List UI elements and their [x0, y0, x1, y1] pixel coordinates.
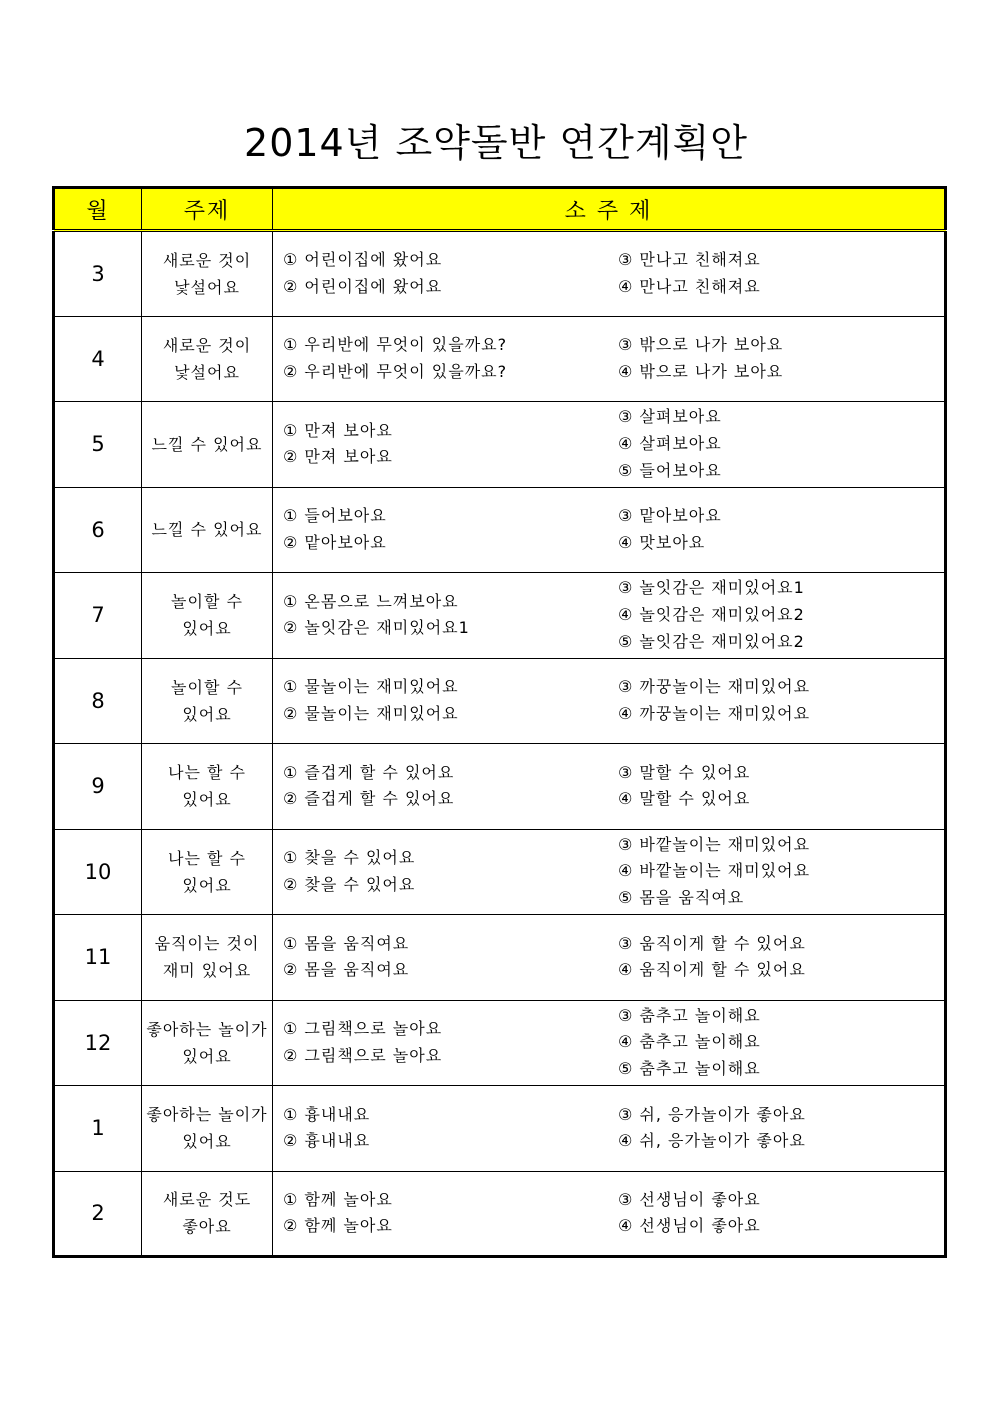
- subtheme-column-right: [618, 404, 722, 484]
- theme-line: 좋아하는 놀이가: [146, 1019, 268, 1039]
- subtheme-item: ④ 말할 수 있어요: [618, 789, 751, 809]
- subtheme-column-right: [618, 832, 810, 912]
- month-cell: 5: [54, 402, 142, 488]
- subtheme-column-right: [618, 1102, 806, 1155]
- theme-line: 있어요: [182, 790, 232, 810]
- month-cell: 6: [54, 487, 142, 573]
- subtheme-column-left: [273, 1016, 618, 1069]
- subtheme-item: ③ 움직이게 할 수 있어요: [618, 933, 806, 953]
- theme-line: 좋아하는 놀이가: [146, 1105, 268, 1125]
- subtheme-column-left: [273, 760, 618, 813]
- table-row: [54, 487, 946, 573]
- table-row: [54, 658, 946, 744]
- month-cell: 9: [54, 744, 142, 830]
- subtheme-item: ④ 쉬, 응가놀이가 좋아요: [618, 1131, 806, 1151]
- month-cell: 1: [54, 1086, 142, 1172]
- subtheme-column-left: [273, 931, 618, 984]
- theme-line: 느낄 수 있어요: [151, 520, 263, 540]
- subtheme-item: ① 몸을 움직여요: [283, 933, 410, 953]
- subtheme-item: ② 놀잇감은 재미있어요1: [283, 618, 470, 638]
- theme-line: 있어요: [182, 1132, 232, 1152]
- theme-cell: [142, 658, 273, 744]
- subtheme-item: ④ 살펴보아요: [618, 433, 722, 453]
- theme-cell: [142, 573, 273, 659]
- theme-line: 좋아요: [182, 1217, 232, 1237]
- table-row: [54, 915, 946, 1001]
- month-cell: 7: [54, 573, 142, 659]
- subtheme-column-right: [618, 332, 783, 385]
- subtheme-item: ① 즐겁게 할 수 있어요: [283, 762, 455, 782]
- subtheme-column-left: [273, 1187, 618, 1240]
- month-cell: 10: [54, 829, 142, 915]
- theme-line: 낯설어요: [174, 362, 240, 382]
- subtheme-cell: [273, 231, 946, 317]
- subtheme-cell: [273, 402, 946, 488]
- subtheme-cell: [273, 915, 946, 1001]
- subtheme-item: ① 어린이집에 왔어요: [283, 250, 443, 270]
- subtheme-column-right: [618, 674, 810, 727]
- subtheme-item: ② 함께 놀아요: [283, 1216, 393, 1236]
- theme-cell: [142, 1171, 273, 1257]
- subtheme-item: ③ 살펴보아요: [618, 407, 722, 427]
- table-row: [54, 573, 946, 659]
- subtheme-item: ③ 선생님이 좋아요: [618, 1189, 761, 1209]
- subtheme-item: ② 그림책으로 놀아요: [283, 1045, 443, 1065]
- subtheme-column-right: [618, 1187, 761, 1240]
- theme-line: 새로운 것이: [162, 250, 252, 270]
- subtheme-item: ④ 춤추고 놀이해요: [618, 1032, 761, 1052]
- theme-cell: [142, 1086, 273, 1172]
- subtheme-item: ② 물놀이는 재미있어요: [283, 703, 459, 723]
- subtheme-item: ① 찾을 수 있어요: [283, 848, 416, 868]
- month-cell: 12: [54, 1000, 142, 1086]
- subtheme-item: ① 우리반에 무엇이 있을까요?: [283, 335, 508, 355]
- theme-line: 놀이할 수: [171, 592, 243, 612]
- subtheme-cell: [273, 829, 946, 915]
- theme-line: 느낄 수 있어요: [151, 434, 263, 454]
- subtheme-item: ⑤ 몸을 움직여요: [618, 888, 745, 908]
- annual-plan-table: [52, 186, 947, 1258]
- month-cell: 3: [54, 231, 142, 317]
- table-row: [54, 316, 946, 402]
- theme-cell: [142, 487, 273, 573]
- subtheme-item: ② 맡아보아요: [283, 532, 387, 552]
- theme-line: 있어요: [182, 704, 232, 724]
- subtheme-item: ① 들어보아요: [283, 506, 387, 526]
- subtheme-cell: [273, 658, 946, 744]
- table-row: [54, 402, 946, 488]
- table-row: [54, 829, 946, 915]
- month-cell: 8: [54, 658, 142, 744]
- subtheme-item: ④ 선생님이 좋아요: [618, 1216, 761, 1236]
- theme-cell: [142, 402, 273, 488]
- table-row: [54, 744, 946, 830]
- subtheme-item: ③ 놀잇감은 재미있어요1: [618, 578, 805, 598]
- theme-line: 새로운 것도: [162, 1190, 252, 1210]
- subtheme-item: ③ 말할 수 있어요: [618, 762, 751, 782]
- subtheme-cell: [273, 487, 946, 573]
- subtheme-item: ③ 쉬, 응가놀이가 좋아요: [618, 1104, 806, 1124]
- subtheme-item: ⑤ 들어보아요: [618, 460, 722, 480]
- theme-cell: [142, 829, 273, 915]
- page-title: 2014년 조약돌반 연간계획안: [244, 121, 748, 165]
- subtheme-column-left: [273, 589, 618, 642]
- subtheme-item: ④ 까꿍놀이는 재미있어요: [618, 703, 811, 723]
- theme-line: 있어요: [182, 619, 232, 639]
- theme-line: 움직이는 것이: [154, 934, 260, 954]
- subtheme-item: ③ 춤추고 놀이해요: [618, 1005, 761, 1025]
- header-row: [54, 188, 946, 231]
- subtheme-item: ③ 만나고 친해져요: [618, 250, 761, 270]
- subtheme-cell: [273, 316, 946, 402]
- subtheme-column-right: [618, 1003, 761, 1083]
- theme-line: 낯설어요: [174, 277, 240, 297]
- subtheme-item: ④ 움직이게 할 수 있어요: [618, 960, 806, 980]
- subtheme-cell: [273, 744, 946, 830]
- subtheme-item: ⑤ 춤추고 놀이해요: [618, 1059, 761, 1079]
- theme-line: 새로운 것이: [162, 335, 252, 355]
- theme-cell: [142, 231, 273, 317]
- theme-cell: [142, 316, 273, 402]
- subtheme-column-left: [273, 503, 618, 556]
- subtheme-item: ④ 만나고 친해져요: [618, 276, 761, 296]
- subtheme-item: ① 흉내내요: [283, 1104, 371, 1124]
- subtheme-cell: [273, 573, 946, 659]
- header-subtheme: 소 주 제: [273, 188, 946, 231]
- subtheme-column-left: [273, 418, 618, 471]
- table-row: [54, 1171, 946, 1257]
- subtheme-item: ① 온몸으로 느껴보아요: [283, 591, 459, 611]
- theme-line: 나는 할 수: [168, 848, 246, 868]
- theme-line: 나는 할 수: [168, 763, 246, 783]
- header-month: 월: [54, 188, 142, 231]
- subtheme-item: ② 우리반에 무엇이 있을까요?: [283, 361, 508, 381]
- theme-cell: [142, 915, 273, 1001]
- table-row: [54, 1086, 946, 1172]
- subtheme-item: ④ 밖으로 나가 보아요: [618, 361, 784, 381]
- month-cell: 2: [54, 1171, 142, 1257]
- month-cell: 4: [54, 316, 142, 402]
- subtheme-item: ② 어린이집에 왔어요: [283, 276, 443, 296]
- subtheme-item: ③ 까꿍놀이는 재미있어요: [618, 677, 811, 697]
- subtheme-item: ① 물놀이는 재미있어요: [283, 677, 459, 697]
- subtheme-column-left: [273, 332, 618, 385]
- subtheme-cell: [273, 1000, 946, 1086]
- theme-cell: [142, 1000, 273, 1086]
- subtheme-column-right: [618, 503, 722, 556]
- subtheme-item: ② 즐겁게 할 수 있어요: [283, 789, 455, 809]
- subtheme-item: ④ 맛보아요: [618, 532, 706, 552]
- table-body: [54, 231, 946, 1257]
- subtheme-item: ⑤ 놀잇감은 재미있어요2: [618, 631, 805, 651]
- theme-line: 있어요: [182, 1046, 232, 1066]
- subtheme-column-right: [618, 931, 806, 984]
- subtheme-item: ① 함께 놀아요: [283, 1189, 393, 1209]
- subtheme-item: ③ 맡아보아요: [618, 506, 722, 526]
- subtheme-column-right: [618, 575, 805, 655]
- theme-cell: [142, 744, 273, 830]
- table-row: [54, 1000, 946, 1086]
- subtheme-item: ④ 놀잇감은 재미있어요2: [618, 604, 805, 624]
- subtheme-cell: [273, 1171, 946, 1257]
- theme-line: 있어요: [182, 875, 232, 895]
- subtheme-column-left: [273, 674, 618, 727]
- subtheme-item: ④ 바깥놀이는 재미있어요: [618, 861, 811, 881]
- subtheme-item: ② 만져 보아요: [283, 447, 393, 467]
- subtheme-item: ② 몸을 움직여요: [283, 960, 410, 980]
- theme-line: 재미 있어요: [162, 961, 252, 981]
- theme-line: 놀이할 수: [171, 677, 243, 697]
- subtheme-item: ① 만져 보아요: [283, 420, 393, 440]
- subtheme-item: ① 그림책으로 놀아요: [283, 1019, 443, 1039]
- subtheme-cell: [273, 1086, 946, 1172]
- subtheme-column-left: [273, 247, 618, 300]
- subtheme-item: ② 흉내내요: [283, 1131, 371, 1151]
- month-cell: 11: [54, 915, 142, 1001]
- subtheme-column-right: [618, 247, 761, 300]
- subtheme-item: ② 찾을 수 있어요: [283, 874, 416, 894]
- subtheme-item: ③ 밖으로 나가 보아요: [618, 335, 784, 355]
- table-row: [54, 231, 946, 317]
- subtheme-column-left: [273, 845, 618, 898]
- subtheme-column-right: [618, 760, 750, 813]
- subtheme-column-left: [273, 1102, 618, 1155]
- subtheme-item: ③ 바깥놀이는 재미있어요: [618, 834, 811, 854]
- header-theme: 주제: [142, 188, 273, 231]
